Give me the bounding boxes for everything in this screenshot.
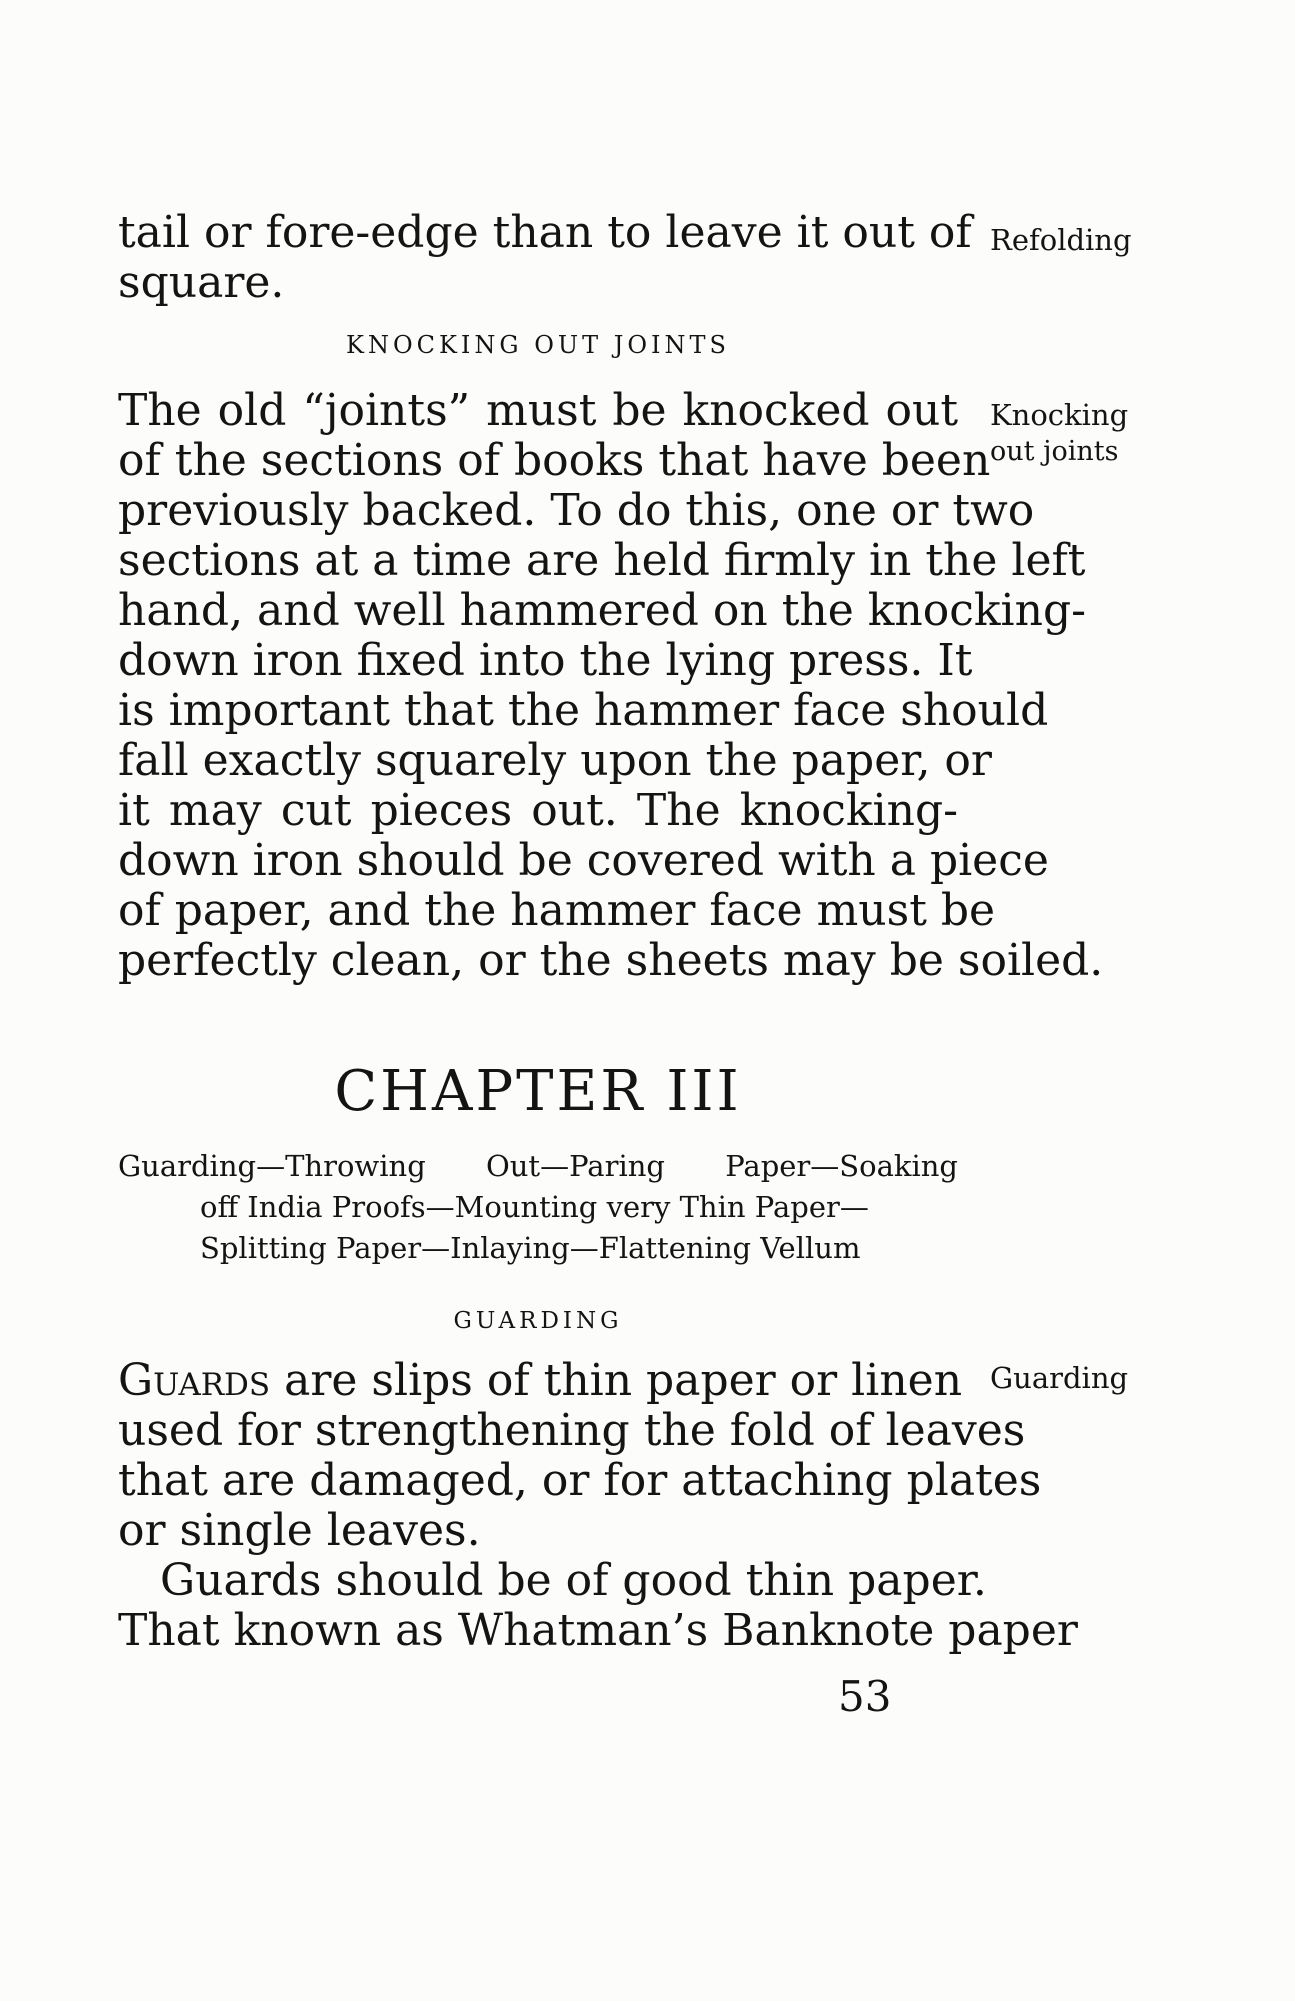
text-line: tail or fore-edge than to leave it out of bbox=[118, 207, 972, 258]
text-line: The old “joints” must be knocked out bbox=[118, 385, 958, 436]
text-line: down iron should be covered with a piece bbox=[118, 835, 1049, 886]
chapter-summary-line: off India Proofs—Mounting very Thin Paper— bbox=[200, 1190, 869, 1224]
text-line: hand, and well hammered on the knocking- bbox=[118, 585, 1086, 636]
text-line: That known as Whatman’s Banknote paper bbox=[118, 1605, 1078, 1656]
chapter-summary-line: Splitting Paper—Inlaying—Flattening Vellum bbox=[200, 1231, 861, 1265]
text-line: fall exactly squarely upon the paper, or bbox=[118, 735, 992, 786]
text-line: of paper, and the hammer face must be bbox=[118, 885, 996, 936]
text-line bbox=[118, 1355, 963, 1406]
text-line: previously backed. To do this, one or two bbox=[118, 485, 1035, 536]
marginal-note-out-joints: out joints bbox=[990, 436, 1119, 467]
text-line: perfectly clean, or the sheets may be soiled. bbox=[118, 935, 1104, 986]
marginal-note-knocking: Knocking bbox=[990, 398, 1129, 432]
text-line: or single leaves. bbox=[118, 1505, 481, 1556]
text-line: square. bbox=[118, 257, 285, 308]
section-heading: KNOCKING OUT JOINTS bbox=[346, 331, 730, 359]
marginal-note-guarding: Guarding bbox=[990, 1361, 1129, 1395]
text-line: is important that the hammer face should bbox=[118, 685, 1049, 736]
text-line: of the sections of books that have been bbox=[118, 435, 991, 486]
text-fragment: are slips of thin paper or linen bbox=[270, 1355, 963, 1406]
text-line: used for strengthening the fold of leaves bbox=[118, 1405, 1026, 1456]
chapter-title: CHAPTER III bbox=[334, 1059, 742, 1124]
text-line: sections at a time are held firmly in the left bbox=[118, 535, 1086, 586]
text-line: down iron fixed into the lying press. It bbox=[118, 635, 973, 686]
text-line: that are damaged, or for attaching plates bbox=[118, 1455, 1042, 1506]
drop-word: Guards bbox=[118, 1355, 271, 1406]
page-number: 53 bbox=[838, 1672, 892, 1721]
text-line: Guards should be of good thin paper. bbox=[160, 1555, 987, 1606]
marginal-note-refolding: Refolding bbox=[990, 223, 1132, 257]
text-line: it may cut pieces out. The knocking- bbox=[118, 785, 958, 836]
chapter-summary-line: Guarding—Throwing Out—Paring Paper—Soaking bbox=[118, 1149, 958, 1183]
section-heading: GUARDING bbox=[453, 1308, 623, 1334]
